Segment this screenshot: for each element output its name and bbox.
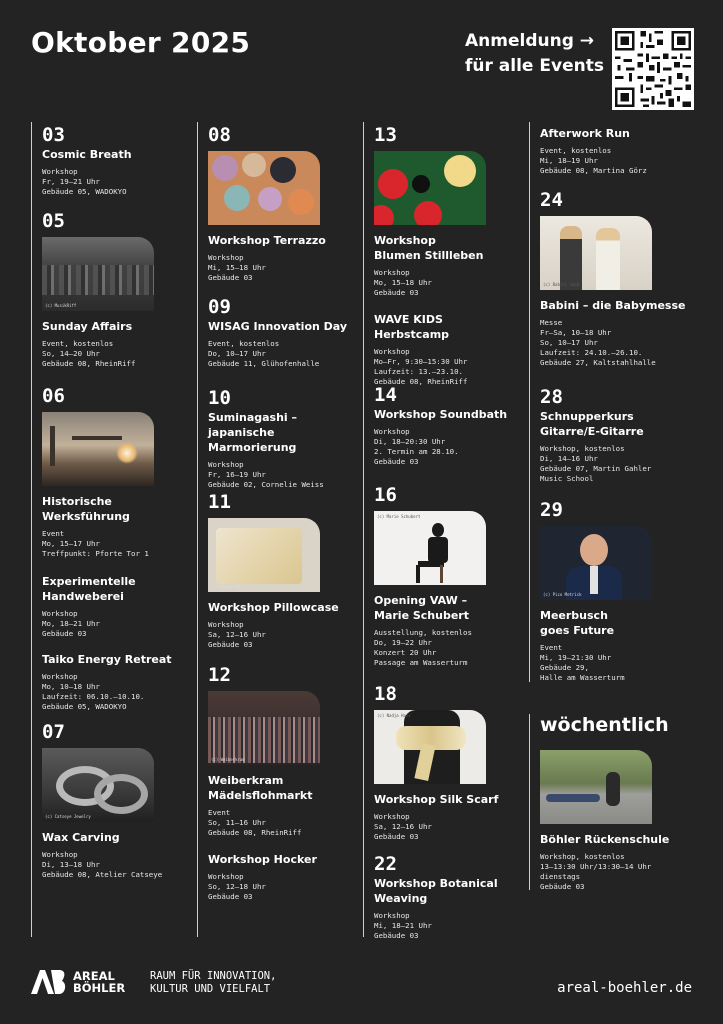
event-24-babini[interactable]: 24 (c) Babini GmbH Babini – die Babymesse Messe Fr–Sa, 10–18 Uhr So, 10–17 Uhr Laufzeit: 24.10.–26.10. Gebäude 27, Kaltstahlhalle (540, 189, 686, 367)
event-column-3 (363, 122, 516, 940)
silver-rings-photo: (c) Catseye Jewelry (42, 748, 154, 822)
event-column-4 (529, 122, 695, 682)
event-column-1 (31, 122, 184, 937)
silk-scarf-photo: (c) Nadja Hais (374, 710, 486, 784)
event-07-wax-carving[interactable]: 07 (c) Catseye Jewelry Wax Carving Workshop Di, 13–18 Uhr Gebäude 08, Atelier Catseye (42, 721, 163, 879)
event-13-blumen-stillleben[interactable]: 13 Workshop Blumen Stillleben Workshop Mo, 15–18 Uhr Gebäude 03 (374, 125, 516, 298)
event-09-wisag-innovation-day[interactable]: 09 WISAG Innovation Day Event, kostenlos Do, 10–17 Uhr Gebäude 11, Glühofenhalle (208, 296, 348, 368)
event-06-werksfuehrung[interactable]: 06 Historische Werksführung Event Mo, 15–17 Uhr Treffpunkt: Pforte Tor 1 (42, 386, 184, 559)
exercise-photo (540, 750, 652, 824)
babymesse-photo: (c) Babini GmbH (540, 216, 652, 290)
crowd-photo: (c) MusikRiff (42, 237, 154, 311)
pillow-photo: (c) Nadja Hais (208, 518, 320, 592)
event-boehler-rueckenschule[interactable]: Böhler Rückenschule Workshop, kostenlos 13–13:30 Uhr/13:30–14 Uhr dienstags Gebäude 03 (540, 750, 695, 892)
event-03-cosmic-breath[interactable]: 03 Cosmic Breath Workshop Fr, 19–21 Uhr Gebäude 05, WADOKYO (42, 124, 132, 196)
event-22-botanical-weaving[interactable]: 22 Workshop Botanical Weaving Workshop Mi, 18–21 Uhr Gebäude 03 (374, 853, 498, 940)
terrazzo-coasters-photo (208, 151, 320, 225)
poppies-painting-photo (374, 151, 486, 225)
qr-code-icon[interactable] (612, 28, 694, 110)
registration-link[interactable]: Anmeldung → für alle Events (465, 31, 604, 76)
areal-boehler-logo[interactable]: AREAL BÖHLER (31, 970, 125, 994)
portrait-chair-photo: (c) Marie Schubert (374, 511, 486, 585)
event-16-opening-vaw[interactable]: 16 (c) Marie Schubert Opening VAW – Marie Schubert Ausstellung, kostenlos Do, 19–22 Uhr Konzert 20 Uhr Passage am Wasserturm (374, 485, 516, 668)
website-link[interactable]: areal-boehler.de (557, 980, 692, 996)
page-title: Oktober 2025 (31, 26, 251, 59)
event-06-handweberei[interactable]: Experimentelle Handweberei Workshop Mo, 18–21 Uhr Gebäude 03 (42, 575, 136, 638)
event-12-weiberkram[interactable]: 12 (c) Weiberkram Weiberkram Mädelsflohmarkt Event So, 11–16 Uhr Gebäude 08, RheinRiff (208, 665, 350, 838)
event-afterwork-run[interactable]: Afterwork Run Event, kostenlos Mi, 18–19 Uhr Gebäude 08, Martina Görz (540, 127, 647, 175)
event-29-meerbusch-goes-future[interactable]: 29 (c) Pico Metrick Meerbusch goes Future Event Mi, 19–21:30 Uhr Gebäude 29, Halle am Wasserturm (540, 500, 695, 683)
event-12-hocker[interactable]: Workshop Hocker Workshop So, 12–18 Uhr Gebäude 03 (208, 853, 317, 901)
weekly-heading: wöchentlich (540, 714, 669, 736)
event-11-pillowcase[interactable]: 11 (c) Nadja Hais Workshop Pillowcase Workshop Sa, 12–16 Uhr Gebäude 03 (208, 491, 339, 649)
event-06-taiko-energy-retreat[interactable]: Taiko Energy Retreat Workshop Mo, 10–18 Uhr Laufzeit: 06.10.–10.10. Gebäude 05, WADOKYO (42, 653, 172, 711)
event-18-silk-scarf[interactable]: 18 (c) Nadja Hais Workshop Silk Scarf Workshop Sa, 12–16 Uhr Gebäude 03 (374, 683, 499, 841)
event-28-gitarre[interactable]: 28 Schnupperkurs Gitarre/E-Gitarre Workshop, kostenlos Di, 14–16 Uhr Gebäude 07, Martin Gahler Music School (540, 386, 652, 483)
event-05-sunday-affairs[interactable]: 05 (c) MusikRiff Sunday Affairs Event, kostenlos So, 14–20 Uhr Gebäude 08, RheinRiff (42, 211, 184, 369)
event-08-terrazzo[interactable]: 08 Workshop Terrazzo Workshop Mi, 15–18 Uhr Gebäude 03 (208, 124, 326, 282)
event-13-wave-kids-herbstcamp[interactable]: WAVE KIDS Herbstcamp Workshop Mo–Fr, 9:30–15:30 Uhr Laufzeit: 13.–23.10. Gebäude 08, RheinRiff (374, 313, 468, 386)
industrial-photo (42, 412, 154, 486)
speaker-portrait-photo: (c) Pico Metrick (540, 526, 652, 600)
event-column-2 (197, 122, 350, 937)
flea-market-photo: (c) Weiberkram (208, 691, 320, 765)
weekly-section (529, 714, 695, 890)
event-10-suminagashi[interactable]: 10 Suminagashi – japanische Marmorierung Workshop Fr, 16–19 Uhr Gebäude 02, Cornelie Weiss (208, 387, 324, 489)
ab-logo-icon (31, 970, 67, 994)
slogan: RAUM FÜR INNOVATION, KULTUR UND VIELFALT (150, 970, 277, 995)
event-14-soundbath[interactable]: 14 Workshop Soundbath Workshop Di, 18–20:30 Uhr 2. Termin am 28.10. Gebäude 03 (374, 384, 508, 466)
